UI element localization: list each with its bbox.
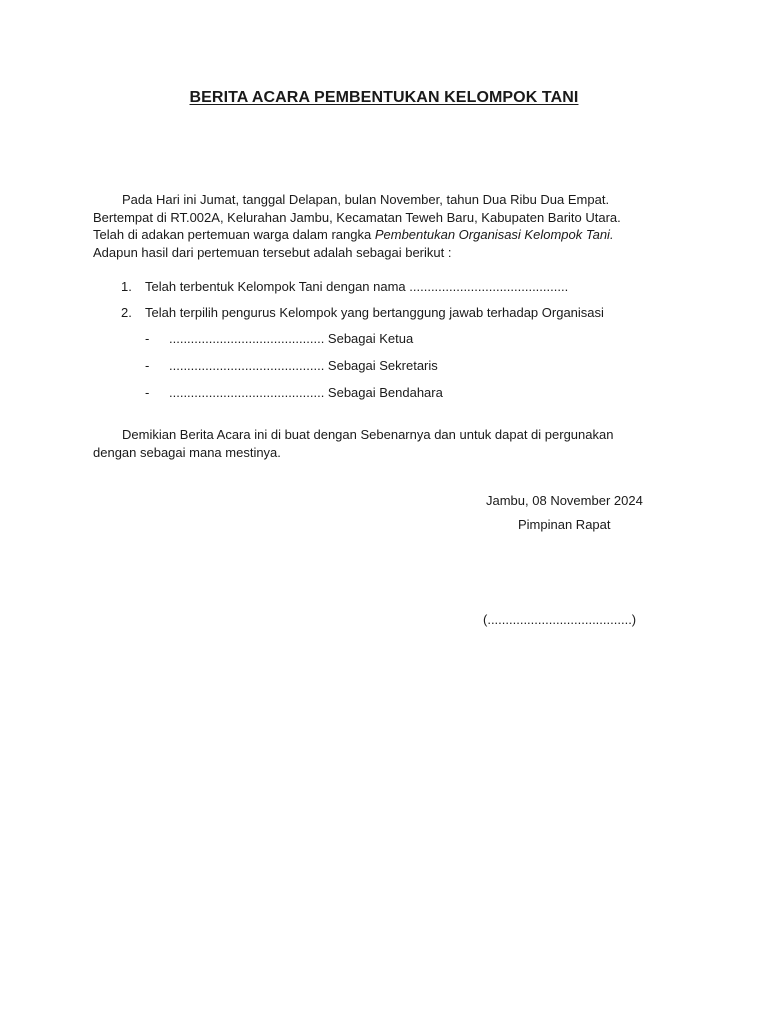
- signature-role: Pimpinan Rapat: [518, 517, 611, 532]
- list-item: [121, 304, 604, 322]
- list-item-number: 1.: [121, 279, 132, 294]
- officer-dash: -: [145, 331, 150, 346]
- list-item: [121, 278, 568, 296]
- officer-text: ........................................... Sebagai Bendahara: [169, 385, 443, 400]
- opening-line-2: Bertempat di RT.002A, Kelurahan Jambu, Kecamatan Teweh Baru, Kabupaten Barito Utara.: [93, 209, 621, 225]
- closing-line-1: Demikian Berita Acara ini di buat dengan Sebenarnya dan untuk dapat di pergunakan: [122, 427, 614, 442]
- officer-item-ketua: [145, 330, 413, 348]
- closing-paragraph: [93, 426, 683, 461]
- signature-name-placeholder: (........................................): [483, 612, 637, 627]
- officer-text: ........................................... Sebagai Sekretaris: [169, 358, 438, 373]
- opening-line-4: Adapun hasil dari pertemuan tersebut adalah sebagai berikut :: [93, 244, 452, 260]
- closing-line-2: dengan sebagai mana mestinya.: [93, 444, 281, 460]
- list-item-text: Telah terbentuk Kelompok Tani dengan nama ............................................: [145, 279, 569, 294]
- opening-line-3-prefix: Telah di adakan pertemuan warga dalam rangka: [93, 227, 375, 242]
- list-item-text: Telah terpilih pengurus Kelompok yang bertanggung jawab terhadap Organisasi: [145, 305, 604, 320]
- opening-line-3: [93, 226, 683, 244]
- opening-line-1: Pada Hari ini Jumat, tanggal Delapan, bulan November, tahun Dua Ribu Dua Empat.: [122, 192, 610, 207]
- officer-dash: -: [145, 358, 150, 373]
- officer-item-sekretaris: [145, 357, 438, 375]
- officer-item-bendahara: [145, 384, 443, 402]
- document-title-text: BERITA ACARA PEMBENTUKAN KELOMPOK TANI: [189, 89, 579, 106]
- officer-dash: -: [145, 385, 150, 400]
- opening-line-3-italic: Pembentukan Organisasi Kelompok Tani.: [374, 227, 614, 242]
- document-title: [0, 89, 768, 107]
- officer-text: ........................................... Sebagai Ketua: [169, 331, 414, 346]
- opening-paragraph: [93, 191, 683, 261]
- list-item-number: 2.: [121, 305, 132, 320]
- signature-place-date: Jambu, 08 November 2024: [486, 493, 643, 508]
